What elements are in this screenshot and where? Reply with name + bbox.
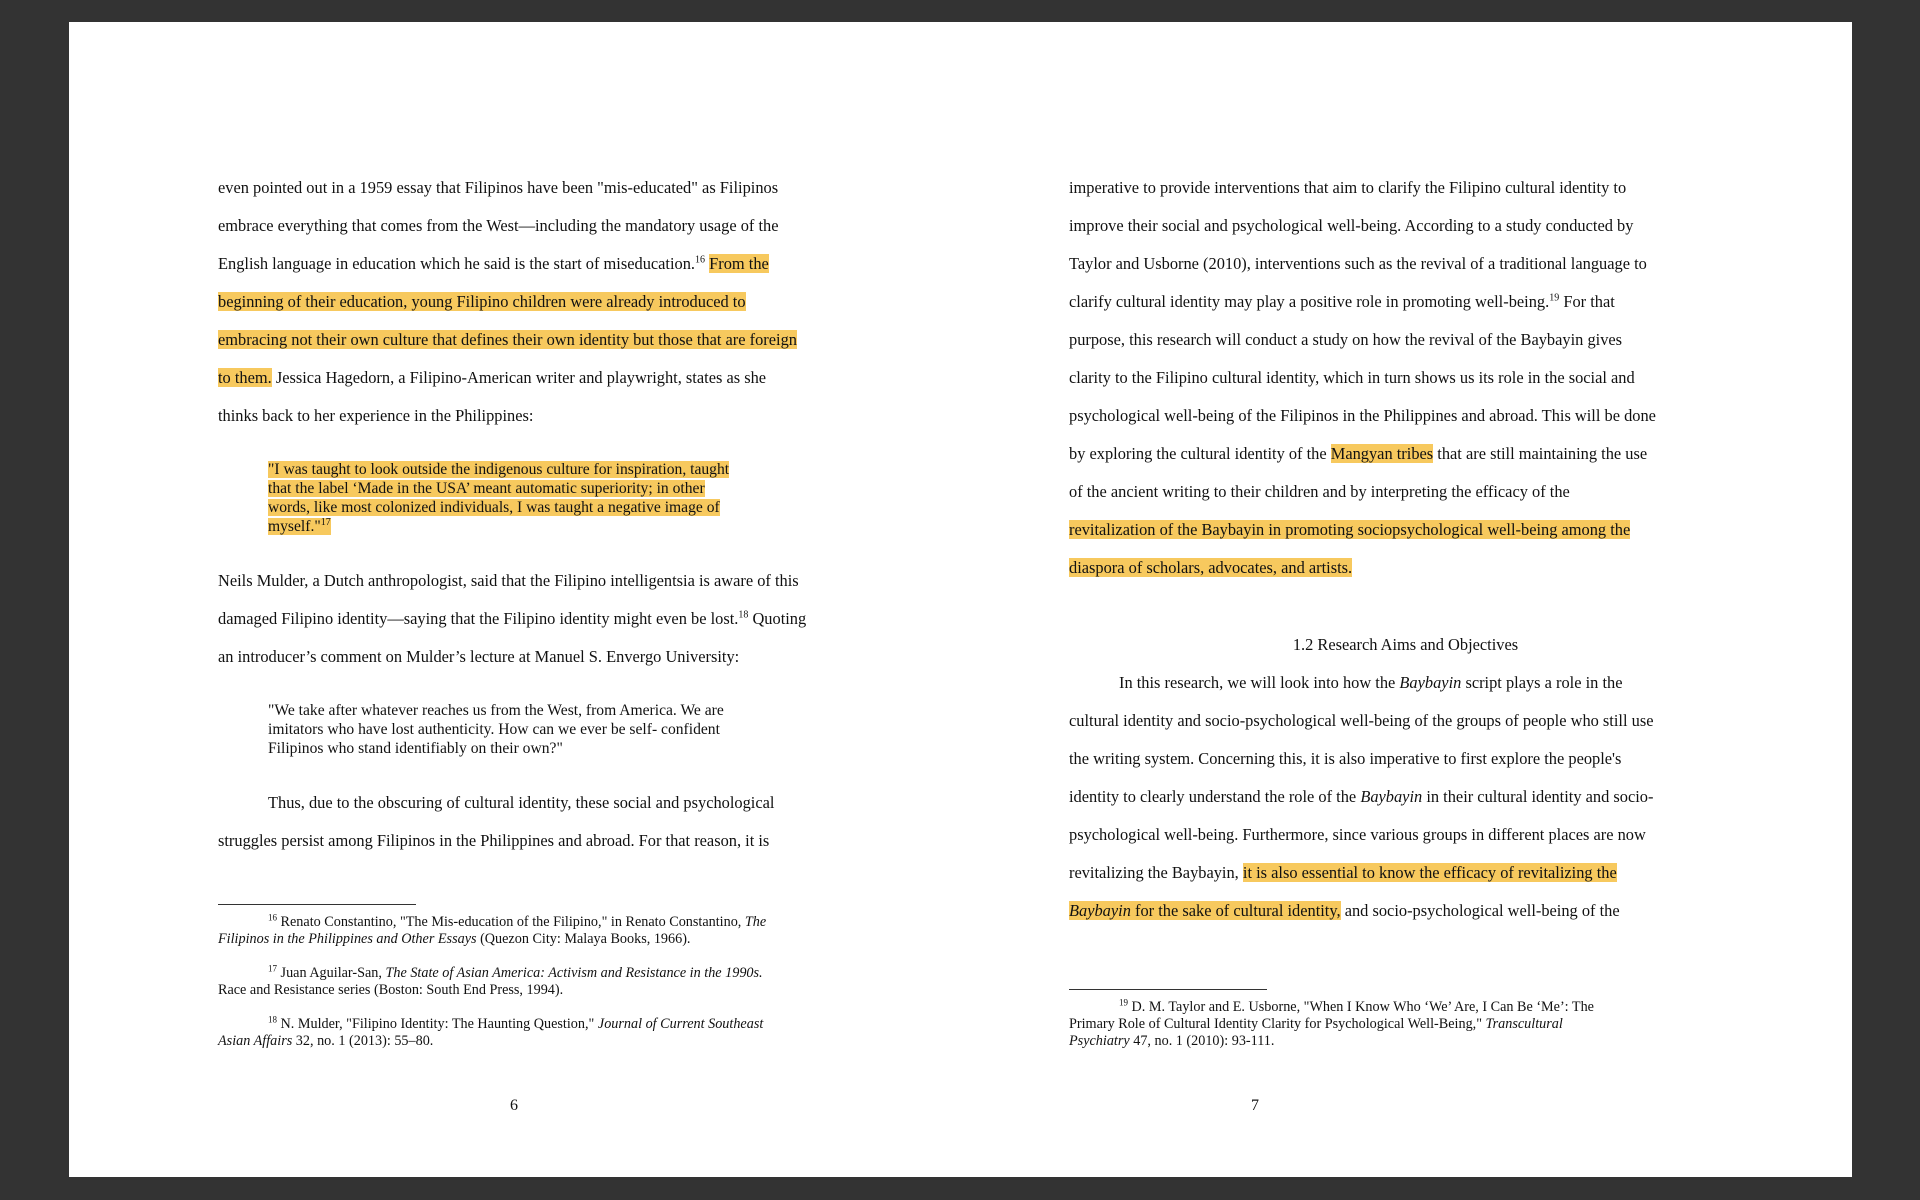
text-line: imperative to provide interventions that aim to clarify the Filipino cultural identity to: [1069, 178, 1627, 197]
text-line: Neils Mulder, a Dutch anthropologist, said that the Filipino intelligentsia is aware of this: [218, 571, 799, 590]
text-line: [1069, 558, 1352, 578]
text-line: thinks back to her experience in the Philippines:: [218, 406, 534, 425]
block-quote-line: [268, 517, 331, 536]
page-number: 7: [1251, 1097, 1259, 1114]
footnote-ref[interactable]: 16: [695, 254, 706, 266]
highlight: embracing not their own culture that defines their own identity but those that are foreign: [218, 330, 797, 349]
text-line: embrace everything that comes from the West—including the mandatory usage of the: [218, 216, 779, 235]
highlight: it is also essential to know the efficacy of revitalizing the: [1242, 863, 1617, 882]
footnote-18: $^{18}$ N. Mulder, "Filipino Identity: The Haunting Question," Journal of Current Southeast: [268, 1014, 764, 1032]
document-spread: [69, 22, 1852, 1177]
text-line: revitalizing the Baybayin, it is also essential to know the efficacy of revitalizing the: [1069, 863, 1617, 882]
text-line: struggles persist among Filipinos in the Philippines and abroad. For that reason, it is: [218, 831, 770, 850]
text-line: English language in education which he said is the start of miseducation.$^{16}$ From the: [218, 254, 769, 273]
text-line: to them. Jessica Hagedorn, a Filipino-American writer and playwright, states as she: [218, 368, 767, 387]
text-line: Taylor and Usborne (2010), interventions such as the revival of a traditional language to: [1069, 254, 1647, 273]
text-line: of the ancient writing to their children and by interpreting the efficacy of the: [1069, 482, 1570, 501]
text-line: an introducer’s comment on Mulder’s lecture at Manuel S. Envergo University:: [218, 647, 740, 666]
highlight: Mangyan tribes: [1330, 444, 1434, 463]
footnote-ref[interactable]: 17: [320, 516, 331, 528]
block-quote-line: [268, 460, 729, 479]
block-quote-line: "We take after whatever reaches us from the West, from America. We are: [268, 702, 724, 719]
text-line: In this research, we will look into how the Baybayin script plays a role in the: [1119, 673, 1623, 692]
footnote-19: $^{19}$ D. M. Taylor and E. Usborne, "When I Know Who ‘We’ Are, I Can Be ‘Me’: The: [1119, 997, 1594, 1015]
highlight: From the: [709, 254, 769, 273]
text-line: psychological well-being. Furthermore, since various groups in different places are now: [1069, 825, 1646, 844]
highlight: that the label ‘Made in the USA’ meant automatic superiority; in other: [268, 480, 705, 497]
highlight: words, like most colonized individuals, I was taught a negative image of: [268, 499, 720, 516]
text-line: the writing system. Concerning this, it is also imperative to first explore the people's: [1069, 749, 1622, 768]
block-quote-line: imitators who have lost authenticity. How can we ever be self- confident: [268, 721, 720, 738]
footnote-separator: [218, 904, 416, 905]
text-line: even pointed out in a 1959 essay that Filipinos have been "mis-educated" as Filipinos: [218, 178, 779, 197]
highlight: to them.: [218, 368, 272, 387]
block-quote-line: [268, 479, 705, 498]
text-line: cultural identity and socio-psychological well-being of the groups of people who still use: [1069, 711, 1654, 730]
footnote-16: $^{16}$ Renato Constantino, "The Mis-education of the Filipino," in Renato Constantino, The: [268, 912, 767, 930]
highlight: Baybayin for the sake of cultural identity,: [1069, 901, 1341, 920]
page-7: [959, 22, 1852, 1177]
text-line: Thus, due to the obscuring of cultural identity, these social and psychological: [268, 793, 775, 812]
text-line: Baybayin for the sake of cultural identity, and socio-psychological well-being of the: [1069, 901, 1620, 920]
footnote-ref[interactable]: 18: [738, 609, 749, 621]
text-line: identity to clearly understand the role of the Baybayin in their cultural identity and socio-: [1069, 787, 1654, 806]
text-line: clarity to the Filipino cultural identity, which in turn shows us its role in the social and: [1069, 368, 1635, 387]
footnote-17-cont: Race and Resistance series (Boston: South End Press, 1994).: [218, 982, 564, 998]
footnote-19-cont: Primary Role of Cultural Identity Clarity for Psychological Well-Being," Transcultural: [1069, 1016, 1563, 1032]
text-line: [218, 330, 797, 350]
page-6: [69, 22, 959, 1177]
section-heading: 1.2 Research Aims and Objectives: [1292, 635, 1519, 654]
text-line: clarify cultural identity may play a positive role in promoting well-being.$^{19}$ For that: [1069, 292, 1615, 311]
footnote-18-cont: Asian Affairs 32, no. 1 (2013): 55–80.: [218, 1033, 434, 1049]
highlight: myself."$^{17}$: [268, 516, 331, 535]
text-line: damaged Filipino identity—saying that the Filipino identity might even be lost.$^{18}$ Quoting: [218, 609, 807, 628]
text-line: improve their social and psychological well-being. According to a study conducted by: [1069, 216, 1634, 235]
block-quote-line: Filipinos who stand identifiably on their own?": [268, 740, 563, 757]
footnote-16-cont: Filipinos in the Philippines and Other Essays (Quezon City: Malaya Books, 1966).: [218, 931, 691, 947]
text-line: purpose, this research will conduct a study on how the revival of the Baybayin gives: [1069, 330, 1623, 349]
footnote-separator: [1069, 989, 1267, 990]
page-number: 6: [510, 1097, 518, 1114]
block-quote-line: [268, 498, 720, 517]
text-line: [1069, 520, 1630, 540]
highlight: revitalization of the Baybayin in promoting sociopsychological well-being among the: [1069, 520, 1631, 539]
text-line: psychological well-being of the Filipinos in the Philippines and abroad. This will be done: [1069, 406, 1656, 425]
highlight: diaspora of scholars, advocates, and artists.: [1069, 558, 1353, 577]
text-line: [218, 292, 746, 312]
footnote-17: $^{17}$ Juan Aguilar-San, The State of Asian America: Activism and Resistance in the 1990s.: [268, 963, 763, 981]
highlight: "I was taught to look outside the indigenous culture for inspiration, taught: [268, 461, 730, 478]
highlight: beginning of their education, young Filipino children were already introduced to: [218, 292, 746, 311]
footnote-ref[interactable]: 19: [1549, 292, 1560, 304]
footnote-19-cont: Psychiatry 47, no. 1 (2010): 93-111.: [1069, 1033, 1275, 1049]
text-line: by exploring the cultural identity of the Mangyan tribes that are still maintaining the use: [1069, 444, 1648, 463]
